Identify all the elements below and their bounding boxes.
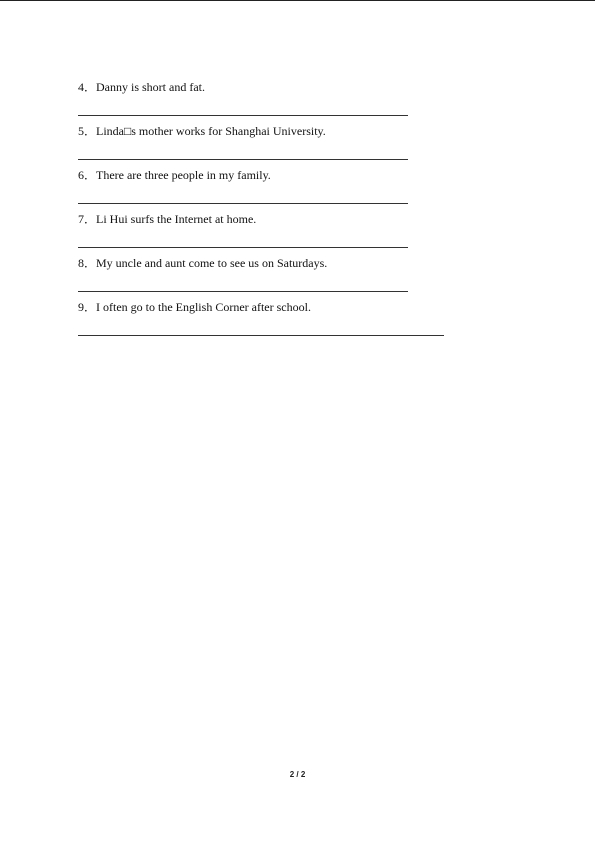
answer-line-9[interactable] <box>78 335 444 336</box>
item-sentence: My uncle and aunt come to see us on Saturdays. <box>96 256 328 270</box>
exercise-item-6 <box>78 168 271 182</box>
answer-line-6[interactable] <box>78 203 408 204</box>
item-number: 4． <box>78 80 97 94</box>
item-sentence: Linda□s mother works for Shanghai University. <box>96 124 326 138</box>
exercise-item-8 <box>78 256 327 270</box>
exercise-item-9 <box>78 300 311 314</box>
exercise-item-5 <box>78 124 326 138</box>
item-sentence: I often go to the English Corner after school. <box>96 300 311 314</box>
answer-line-4[interactable] <box>78 115 408 116</box>
page-number: 2 / 2 <box>289 770 306 779</box>
item-number: 6． <box>78 168 97 182</box>
item-sentence: There are three people in my family. <box>96 168 271 182</box>
item-number: 8． <box>78 256 97 270</box>
exercise-item-7 <box>78 212 256 226</box>
item-sentence: Li Hui surfs the Internet at home. <box>96 212 257 226</box>
item-number: 7． <box>78 212 97 226</box>
item-number: 5． <box>78 124 97 138</box>
item-number: 9． <box>78 300 97 314</box>
item-sentence: Danny is short and fat. <box>96 80 205 94</box>
page-top-border <box>0 0 595 1</box>
exercise-item-4 <box>78 80 205 94</box>
answer-line-7[interactable] <box>78 247 408 248</box>
answer-line-5[interactable] <box>78 159 408 160</box>
answer-line-8[interactable] <box>78 291 408 292</box>
